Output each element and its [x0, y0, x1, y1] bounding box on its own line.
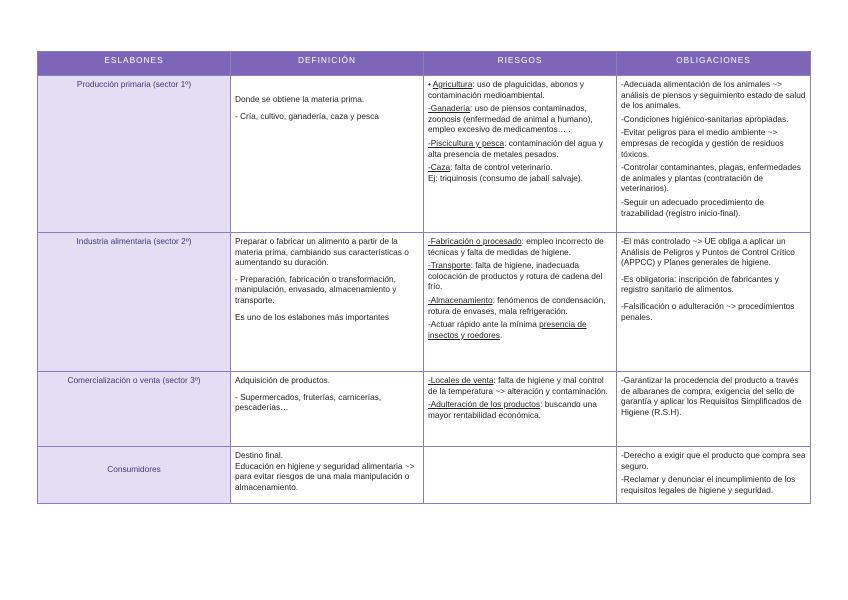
definicion-text: - Preparación, fabricación o transformación, manipulación, envasado, almacenamiento y transporte. — [235, 273, 397, 305]
table-row-consumidores — [38, 447, 811, 504]
obligacion-item: -Es obligatoria: inscripción de fabricantes y registro sanitario de alimentos. — [621, 273, 779, 295]
definicion-cell — [231, 372, 424, 447]
riesgo-item: -Almacenamiento: fenómenos de condensación, rotura de envases, mala refrigeración. — [428, 294, 606, 316]
obligacion-item: -Condiciones higiénico-sanitarias apropiadas. — [621, 113, 789, 124]
obligacion-item: -Derecho a exigir que el producto que compra sea seguro. — [621, 450, 806, 471]
riesgos-cell — [424, 76, 617, 233]
obligacion-item: -El más controlado ~> UE obliga a aplicar un Análisis de Peligros y Puntos de Control Crítico (APPCC) y Planes generales de higiene. — [621, 236, 795, 268]
definicion-text: Adquisición de productos. — [235, 375, 331, 385]
row-label: Industria alimentaria (sector 2º) — [38, 233, 231, 372]
riesgos-cell — [424, 447, 617, 504]
definicion-text: Educación en higiene y seguridad alimentaria ~> para evitar riesgos de una mala manipulación o almacenamiento. — [235, 460, 415, 492]
obligaciones-cell — [617, 447, 811, 504]
definicion-text: - Cría, cultivo, ganadería, caza y pesca — [235, 110, 379, 121]
obligacion-item: -Reclamar y denunciar el incumplimiento de los requisitos legales de higiene y seguridad. — [621, 474, 796, 495]
row-label: Producción primaria (sector 1º) — [38, 76, 231, 233]
riesgo-item: -Ganadería: uso de piensos contaminados, zoonosis (enfermedad de animal a humano), empleo excesivo de medicamentos… . — [428, 103, 593, 135]
riesgo-item: • Agricultura: uso de plaguicidas, abonos y contaminación medioambiental. — [428, 79, 585, 100]
riesgo-item: -Locales de venta: falta de higiene y mal control de la temperatura ~> alteración y contaminación. — [428, 375, 608, 396]
riesgos-cell — [424, 233, 617, 372]
food-chain-table — [37, 51, 811, 504]
table-row-industria-alimentaria — [38, 233, 811, 372]
riesgo-item: -Adulteración de los productos: buscando una mayor rentabilidad económica. — [428, 399, 597, 420]
row-label: Comercialización o venta (sector 3º) — [38, 372, 231, 447]
definicion-text: Destino final. — [235, 450, 283, 460]
header-obligaciones: OBLIGACIONES — [617, 52, 811, 76]
riesgos-cell — [424, 372, 617, 447]
obligacion-item: -Adecuada alimentación de los animales ~> análisis de piensos y seguimiento estado de salud de los animales. — [621, 79, 806, 111]
table-row-produccion-primaria — [38, 76, 811, 233]
obligacion-item: -Seguir un adecuado procedimiento de trazabilidad (registro inicio-final). — [621, 196, 764, 218]
definicion-cell — [231, 233, 424, 372]
header-definicion: DEFINICIÓN — [231, 52, 424, 76]
table-row-comercializacion — [38, 372, 811, 447]
header-riesgos: RIESGOS — [424, 52, 617, 76]
definicion-text: Donde se obtiene la materia prima. — [235, 94, 365, 104]
obligacion-item: -Evitar peligros para el medio ambiente ~> empresas de recogida y gestión de residuos tóxicos. — [621, 127, 784, 159]
row-label: Consumidores — [38, 447, 231, 504]
obligacion-item: -Falsificación o adulteración ~> procedimientos penales. — [621, 300, 795, 322]
riesgo-item: -Transporte: falta de higiene, inadecuada colocación de productos y rotura de cadena del frío. — [428, 260, 603, 292]
riesgo-item: -Piscicultura y pesca: contaminación del agua y alta presencia de metales pesados. — [428, 137, 603, 159]
header-eslabones: ESLABONES — [38, 52, 231, 76]
definicion-text: - Supermercados, fruterías, carnicerías, pescaderías… — [235, 391, 382, 413]
obligaciones-cell — [617, 372, 811, 447]
obligacion-item: -Controlar contaminantes, plagas, enfermedades de animales y plantas (contratación de veterinarios). — [621, 162, 801, 194]
definicion-text: Preparar o fabricar un alimento a partir de la materia prima, cambiando sus características o aumentando su duración. — [235, 236, 409, 268]
definicion-cell — [231, 447, 424, 504]
obligaciones-cell — [617, 233, 811, 372]
header-row — [38, 52, 811, 76]
riesgo-item: -Fabricación o procesado: empleo incorrecto de técnicas y falta de medidas de higiene. — [428, 236, 604, 257]
definicion-cell — [231, 76, 424, 233]
definicion-text: Es uno de los eslabones más importantes — [235, 311, 390, 322]
obligacion-item: -Garantizar la procedencia del producto a través de albaranes de compra, exigencia del sello de garantía y aplicar los Requisitos Simplificados de Higiene (R.S.H). — [621, 375, 802, 417]
riesgo-item: -Actuar rápido ante la mínima presencia de insectos y roedores. — [428, 319, 587, 340]
obligaciones-cell — [617, 76, 811, 233]
riesgo-item: -Caza: falta de control veterinario. Ej: triquinosis (consumo de jabalí salvaje). — [428, 162, 583, 183]
